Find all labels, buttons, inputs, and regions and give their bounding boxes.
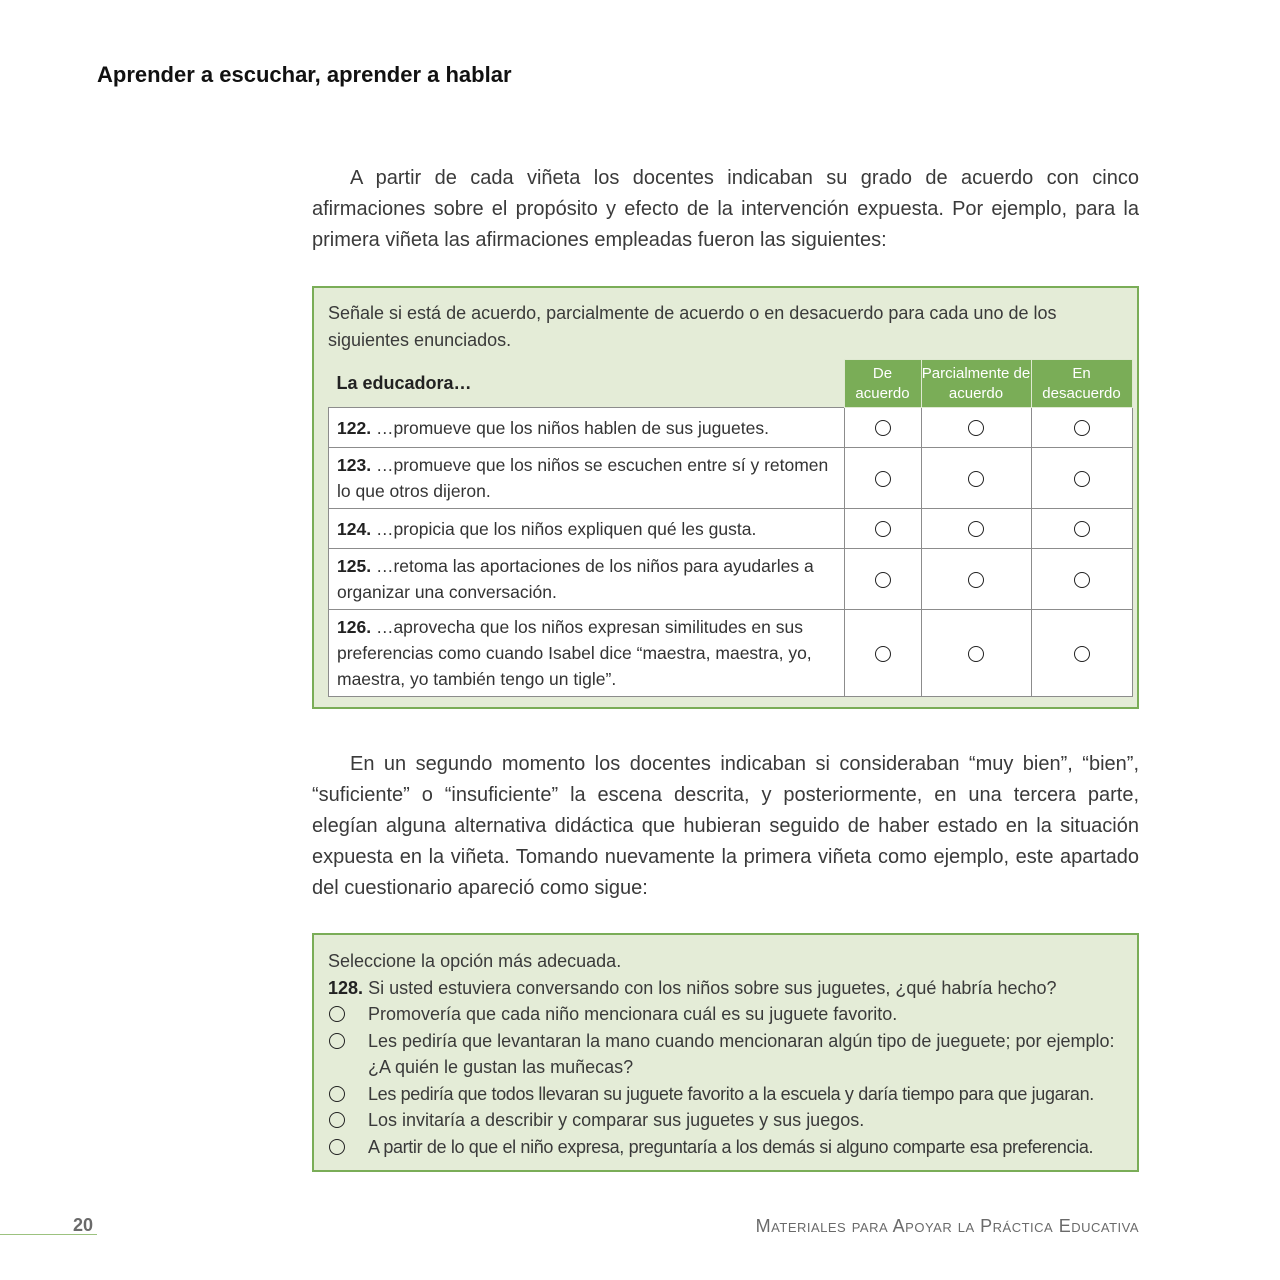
radio-circle-icon — [875, 420, 891, 436]
radio-circle-icon — [329, 1086, 345, 1102]
radio-circle-icon — [329, 1139, 345, 1155]
radio-partially-agree[interactable] — [921, 509, 1031, 549]
multiple-choice-box — [312, 933, 1139, 1172]
agreement-table — [328, 359, 1133, 697]
radio-partially-agree[interactable] — [921, 549, 1031, 610]
statement-number: 125. — [337, 556, 372, 576]
question-text: Si usted estuviera conversando con los niños sobre sus juguetes, ¿qué habría hecho? — [368, 977, 1057, 998]
agreement-questionnaire-box — [312, 286, 1139, 709]
radio-circle-icon — [968, 646, 984, 662]
statement — [329, 509, 845, 549]
option-item[interactable] — [328, 1081, 1128, 1108]
radio-disagree[interactable] — [1031, 549, 1132, 610]
statement-number: 122. — [337, 417, 372, 438]
paragraph-intro-text: A partir de cada viñeta los docentes indicaban su grado de acuerdo con cinco afirmaciones sobre el propósito y efecto de la intervención expuesta. Por ejemplo, para la primera viñeta las afirmaciones empleadas fueron las siguientes: — [312, 167, 1139, 251]
statement-number: 124. — [337, 518, 372, 539]
table-row — [329, 610, 1133, 697]
questionnaire-instructions: Señale si está de acuerdo, parcialmente de acuerdo o en desacuerdo para cada uno de los siguientes enunciados. — [328, 303, 1057, 350]
radio-circle-icon — [329, 1006, 345, 1022]
radio-agree[interactable] — [844, 509, 921, 549]
statement-number: 126. — [337, 617, 372, 637]
column-header-disagree: En desacuerdo — [1031, 360, 1132, 408]
radio-circle-icon — [1074, 572, 1090, 588]
radio-circle-icon — [968, 572, 984, 588]
radio-agree[interactable] — [844, 448, 921, 509]
table-row — [329, 509, 1133, 549]
option-text: Les pediría que levantaran la mano cuando mencionaran algún tipo de jueguete; por ejemplo: ¿A quién le gustan las muñecas? — [368, 1030, 1115, 1077]
statement — [329, 610, 845, 697]
paragraph-second-moment — [312, 749, 1139, 904]
choice-instruction: Seleccione la opción más adecuada. — [328, 951, 622, 971]
column-header-partially-agree: Parcialmente de acuerdo — [921, 360, 1031, 408]
radio-circle-icon — [329, 1112, 345, 1128]
statement-text: …propicia que los niños expliquen qué les gusta. — [375, 518, 757, 539]
radio-circle-icon — [1074, 521, 1090, 537]
statement-text: …retoma las aportaciones de los niños para ayudarles a organizar una conversación. — [337, 556, 814, 602]
radio-partially-agree[interactable] — [921, 408, 1031, 448]
radio-partially-agree[interactable] — [921, 610, 1031, 697]
page-number: 20 — [73, 1215, 94, 1235]
series-title: Materiales para Apoyar la Práctica Educativa — [755, 1216, 1139, 1236]
radio-circle-icon — [875, 471, 891, 487]
radio-agree[interactable] — [844, 408, 921, 448]
paragraph-second-moment-text: En un segundo momento los docentes indicaban si consideraban “muy bien”, “bien”, “suficiente” o “insuficiente” la escena descrita, y posteriormente, en una tercera parte, elegían alguna alternativa didáctica que hubieran seguido de haber estado en la situación expuesta en la viñeta. Tomando nuevamente la primera viñeta como ejemplo, este apartado del cuestionario apareció como sigue: — [312, 753, 1139, 899]
radio-circle-icon — [968, 471, 984, 487]
option-text: Los invitaría a describir y comparar sus juguetes y sus juegos. — [368, 1110, 865, 1130]
radio-circle-icon — [875, 646, 891, 662]
radio-circle-icon — [968, 420, 984, 436]
option-item[interactable] — [328, 1001, 1128, 1028]
radio-disagree[interactable] — [1031, 408, 1132, 448]
option-text: Promovería que cada niño mencionara cuál es su juguete favorito. — [368, 1004, 898, 1024]
multiple-choice-content — [328, 948, 1128, 1160]
radio-circle-icon — [875, 572, 891, 588]
radio-circle-icon — [875, 521, 891, 537]
radio-circle-icon — [1074, 471, 1090, 487]
option-item[interactable] — [328, 1107, 1128, 1134]
paragraph-intro — [312, 163, 1139, 256]
statement-text: …promueve que los niños se escuchen entre sí y retomen lo que otros dijeron. — [337, 455, 829, 501]
statement — [329, 408, 845, 448]
radio-circle-icon — [1074, 420, 1090, 436]
option-item[interactable] — [328, 1028, 1128, 1081]
radio-circle-icon — [1074, 646, 1090, 662]
option-text: A partir de lo que el niño expresa, preguntaría a los demás si alguno comparte esa preferencia. — [368, 1136, 1094, 1157]
radio-agree[interactable] — [844, 610, 921, 697]
radio-circle-icon — [329, 1033, 345, 1049]
statement-number: 123. — [337, 455, 372, 475]
radio-partially-agree[interactable] — [921, 448, 1031, 509]
question — [328, 975, 1128, 1002]
column-header-agree: De acuerdo — [844, 360, 921, 408]
radio-disagree[interactable] — [1031, 610, 1132, 697]
radio-disagree[interactable] — [1031, 448, 1132, 509]
table-row — [329, 408, 1133, 448]
page-title: Aprender a escuchar, aprender a hablar — [97, 62, 512, 87]
table-label: La educadora… — [336, 372, 472, 393]
table-row — [329, 549, 1133, 610]
option-item[interactable] — [328, 1134, 1128, 1161]
radio-disagree[interactable] — [1031, 509, 1132, 549]
table-row — [329, 448, 1133, 509]
statement-text: …promueve que los niños hablen de sus juguetes. — [375, 417, 769, 438]
statement-text: …aprovecha que los niños expresan similitudes en sus preferencias como cuando Isabel dice “maestra, maestra, yo, maestra, yo también tengo un tigle”. — [337, 617, 812, 689]
statement — [329, 549, 845, 610]
radio-circle-icon — [968, 521, 984, 537]
statement — [329, 448, 845, 509]
question-number: 128. — [328, 977, 364, 998]
radio-agree[interactable] — [844, 549, 921, 610]
option-text: Les pediría que todos llevaran su juguete favorito a la escuela y daría tiempo para que jugaran. — [368, 1083, 1094, 1104]
